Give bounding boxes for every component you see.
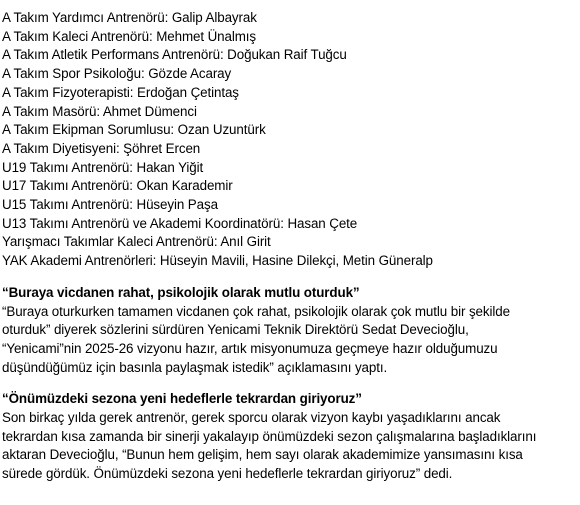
- paragraph-line: tekrardan kısa zamanda bir sinerji yakalayıp önümüzdeki sezon çalışmalarına başladıklarını: [2, 428, 537, 444]
- paragraph-line: oturduk” diyerek sözlerini sürdüren Yenicami Teknik Direktörü Sedat Devecioğlu,: [2, 322, 469, 338]
- staff-line: Yarışmacı Takımlar Kaleci Antrenörü: Anıl Girit: [2, 234, 271, 250]
- staff-line: A Takım Kaleci Antrenörü: Mehmet Ünalmış: [2, 28, 257, 44]
- quote-section: [2, 390, 580, 484]
- staff-line: A Takım Spor Psikoloğu: Gözde Acaray: [2, 66, 232, 82]
- staff-line: U19 Takımı Antrenörü: Hakan Yiğit: [2, 159, 204, 175]
- paragraph-line: aktaran Devecioğlu, “Bunun hem gelişim, hem sayı olarak akademimize yansımasını kısa: [2, 447, 523, 463]
- staff-line: A Takım Atletik Performans Antrenörü: Doğukan Raif Tuğcu: [2, 47, 347, 63]
- staff-line: YAK Akademi Antrenörleri: Hüseyin Mavili, Hasine Dilekçi, Metin Güneralp: [2, 253, 433, 269]
- staff-line: A Takım Yardımcı Antrenörü: Galip Albayrak: [2, 10, 257, 25]
- staff-line: A Takım Fizyoterapisti: Erdoğan Çetintaş: [2, 84, 239, 100]
- paragraph-line: “Yenicami”nin 2025-26 vizyonu hazır, artık misyonumuza geçmeye hazır olduğumuzu: [2, 340, 498, 356]
- staff-line: A Takım Masörü: Ahmet Dümenci: [2, 103, 197, 119]
- paragraph-line: “Buraya oturkurken tamamen vicdanen çok rahat, psikolojik olarak çok mutlu bir şekilde: [2, 303, 510, 319]
- staff-line: A Takım Ekipman Sorumlusu: Ozan Uzuntürk: [2, 122, 266, 138]
- paragraph-line: düşündüğümüz için basınla paylaşmak istedik” açıklamasını yaptı.: [2, 359, 388, 375]
- section-heading: “Buraya vicdanen rahat, psikolojik olarak mutlu oturduk”: [2, 284, 360, 300]
- section-heading: “Önümüzdeki sezona yeni hedeflerle tekrardan giriyoruz”: [2, 391, 362, 407]
- paragraph-line: sürede gördük. Önümüzdeki sezona yeni hedeflerle tekrardan giriyoruz” dedi.: [2, 466, 453, 482]
- staff-line: U15 Takımı Antrenörü: Hüseyin Paşa: [2, 197, 218, 213]
- staff-line: U13 Takımı Antrenörü ve Akademi Koordinatörü: Hasan Çete: [2, 215, 358, 231]
- staff-list: [2, 9, 580, 271]
- paragraph-line: Son birkaç yılda gerek antrenör, gerek sporcu olarak vizyon kaybı yaşadıklarını ancak: [2, 410, 501, 426]
- staff-line: A Takım Diyetisyeni: Şöhret Ercen: [2, 140, 201, 156]
- staff-line: U17 Takımı Antrenörü: Okan Karademir: [2, 178, 233, 194]
- quote-section: [2, 284, 580, 378]
